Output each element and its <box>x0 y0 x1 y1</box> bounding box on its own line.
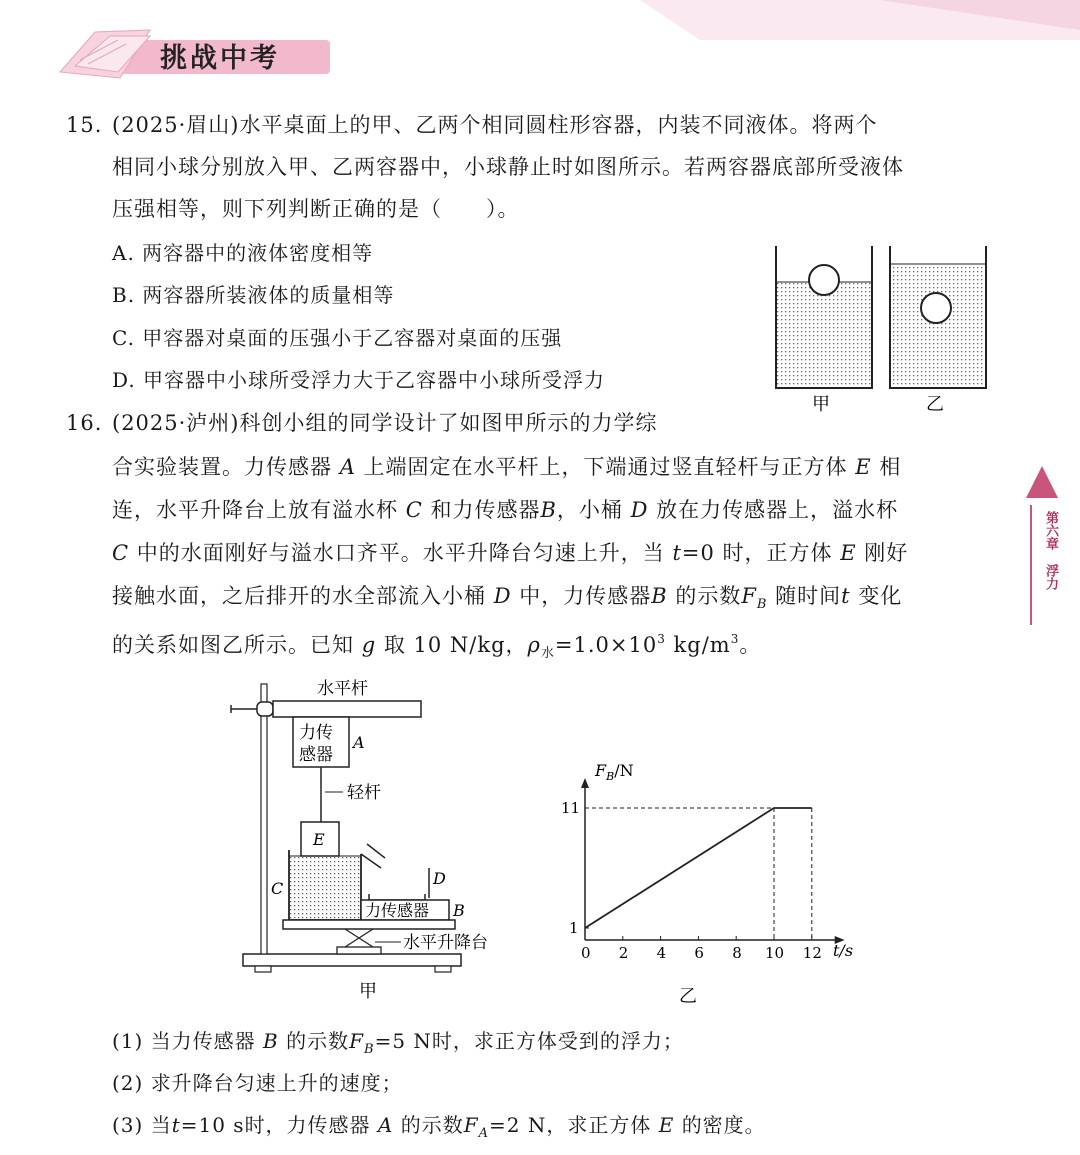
q16-l5g: B <box>756 597 768 612</box>
y-tick-label: 11 <box>561 799 581 817</box>
chart-caption: 乙 <box>679 986 697 1007</box>
x-tick-label: 6 <box>694 944 704 962</box>
q15-option-b: B. 两容器所装液体的质量相等 <box>112 283 395 307</box>
lifting-platform <box>283 920 455 929</box>
q16-l5d: B <box>651 584 668 608</box>
s1a: (1) 当力传感器 <box>112 1029 256 1053</box>
x-tick-label: 12 <box>802 944 822 962</box>
q16-l4e: E <box>840 541 857 565</box>
q15-line1 <box>112 104 878 146</box>
q16-l6b: g <box>361 633 377 657</box>
ball-jia <box>809 265 839 295</box>
q16-l6e: 水 <box>540 646 555 661</box>
ball-yi <box>921 293 951 323</box>
side-tab <box>1030 505 1058 625</box>
q15-line3: 压强相等，则下列判断正确的是（ ）。 <box>112 197 520 221</box>
q16-sub-2: (2) 求升降台匀速上升的速度； <box>112 1071 403 1095</box>
q16-l3e: ，小桶 <box>556 498 623 522</box>
q16-sub-3 <box>112 1104 766 1155</box>
q16-l5f: F <box>741 584 757 608</box>
x-tick-label: 4 <box>656 944 667 962</box>
q16-l5e: 的示数 <box>675 584 742 608</box>
chart-xlabel: t/s <box>833 941 854 960</box>
s1e: B <box>364 1042 375 1057</box>
label-platform: 水平升降台 <box>403 933 488 953</box>
sensor-a-letter: A <box>353 733 365 752</box>
q15-option-a: A. 两容器中的液体密度相等 <box>112 241 374 265</box>
container-yi <box>890 246 986 388</box>
q16-l3b: C <box>405 498 423 522</box>
q16-line3 <box>112 489 898 531</box>
label-yi: 乙 <box>926 394 944 415</box>
s1c: 的示数 <box>286 1029 350 1053</box>
s3a: (3) 当 <box>112 1113 172 1137</box>
q16-l4a: C <box>112 541 130 565</box>
s3h: =2 N，求正方体 <box>489 1113 652 1137</box>
q16-l4c: t <box>672 541 682 565</box>
s3j: 的密度。 <box>681 1113 766 1137</box>
bucket-d <box>369 894 425 900</box>
q16-l6f: =1.0×10 <box>554 633 658 657</box>
section-title: 挑战中考 <box>160 43 280 74</box>
q16-line4 <box>112 532 908 574</box>
q15-number: 15. <box>66 113 103 137</box>
bucket-d-label: D <box>433 869 446 888</box>
q16-l2b: A <box>339 455 356 479</box>
q16-number: 16. <box>66 411 103 435</box>
apparatus-caption: 甲 <box>359 981 377 1002</box>
q16-l5b: D <box>493 584 512 608</box>
side-tab-marker <box>1022 462 1062 502</box>
s3b: t <box>171 1113 181 1137</box>
container-jia <box>776 246 872 388</box>
q16-l6j: 。 <box>739 633 762 657</box>
q16-l6h: kg/m <box>665 633 731 657</box>
x-tick-label: 10 <box>765 944 785 962</box>
side-tab-topic: 浮力 <box>1043 564 1058 590</box>
q16-l3d: B <box>540 498 557 522</box>
q16-source: (2025·泸州) <box>112 411 240 435</box>
q16-l4b: 中的水面刚好与溢水口齐平。水平升降台匀速上升，当 <box>136 541 665 565</box>
q15-option-d: D. 甲容器中小球所受浮力大于乙容器中小球所受浮力 <box>112 368 606 392</box>
q16-l5a: 接触水面，之后排开的水全部流入小桶 <box>112 584 486 608</box>
sensor-a-label-2: 感器 <box>299 745 333 765</box>
q16-l4f: 刚好 <box>864 541 909 565</box>
q16-l5j: 变化 <box>858 584 903 608</box>
q16-l6c: 取 10 N/kg， <box>383 633 528 657</box>
s3f: F <box>463 1113 479 1137</box>
q16-l2a: 合实验装置。力传感器 <box>112 455 332 479</box>
s1b: B <box>263 1029 279 1053</box>
horizontal-rod <box>273 701 421 717</box>
q15-option-c: C. 甲容器对桌面的压强小于乙容器对桌面的压强 <box>112 326 563 350</box>
chart-ylabel: $F_B/N$ <box>595 761 634 783</box>
s3i: E <box>658 1113 675 1137</box>
q16-l3c: 和力传感器 <box>430 498 541 522</box>
q16-text-1: 科创小组的同学设计了如图甲所示的力学综 <box>239 411 658 435</box>
q16-l2d: E <box>855 455 872 479</box>
apparatus-figure <box>225 672 525 1012</box>
q15-figure <box>760 238 990 418</box>
q15-text-1: 水平桌面上的甲、乙两个相同圆柱形容器，内装不同液体。将两个 <box>239 113 878 137</box>
clamp <box>257 702 273 716</box>
force-time-chart <box>555 752 875 1012</box>
stand-base <box>243 954 461 966</box>
q16-line2 <box>112 446 901 488</box>
q16-l6i: 3 <box>730 632 740 646</box>
s3c: =10 s时，力传感器 <box>180 1113 371 1137</box>
x-tick-label: 8 <box>732 944 742 962</box>
x-tick-label: 0 <box>581 944 591 962</box>
q16-line1 <box>112 402 658 444</box>
series-fb-line <box>585 808 812 928</box>
water <box>289 856 361 920</box>
s3d: A <box>377 1113 394 1137</box>
sensor-a-label-1: 力传 <box>299 723 333 743</box>
label-light-rod: 轻杆 <box>347 783 381 803</box>
s1d: F <box>349 1029 364 1053</box>
q16-l6g: 3 <box>657 632 666 646</box>
q16-l5c: 中，力传感器 <box>519 584 652 608</box>
q16-line6 <box>112 618 761 675</box>
sensor-b-letter: B <box>453 901 465 920</box>
s3g: A <box>478 1126 490 1141</box>
x-tick-label: 2 <box>618 944 629 962</box>
q16-l3g: 放在力传感器上，溢水杯 <box>656 498 899 522</box>
q16-l6a: 的关系如图乙所示。已知 <box>112 633 354 657</box>
q16-l4d: =0 时，正方体 <box>681 541 833 565</box>
cube-e-label: E <box>313 830 325 849</box>
label-horizontal-rod: 水平杆 <box>317 679 368 699</box>
cup-c-label: C <box>271 879 284 898</box>
q15-source: (2025·眉山) <box>112 113 240 137</box>
q16-l5h: 随时间 <box>775 584 842 608</box>
stand-pole <box>261 684 267 954</box>
q16-l2c: 上端固定在水平杆上，下端通过竖直轻杆与正方体 <box>363 455 848 479</box>
s3e: 的示数 <box>400 1113 464 1137</box>
q16-l6d: ρ <box>527 633 541 657</box>
sensor-b-label: 力传感器 <box>365 901 430 920</box>
q16-l3a: 连，水平升降台上放有溢水杯 <box>112 498 398 522</box>
q15-line2: 相同小球分别放入甲、乙两容器中，小球静止时如图所示。若两容器底部所受液体 <box>112 155 904 179</box>
q16-l5i: t <box>841 584 851 608</box>
s1f: =5 N时，求正方体受到的浮力； <box>374 1029 684 1053</box>
side-tab-chapter: 第六章 <box>1043 511 1058 550</box>
y-tick-label: 1 <box>569 919 579 937</box>
q16-l3f: D <box>630 498 649 522</box>
y-axis-arrow <box>581 778 589 788</box>
q16-l2e: 相 <box>879 455 902 479</box>
label-jia: 甲 <box>812 394 830 415</box>
